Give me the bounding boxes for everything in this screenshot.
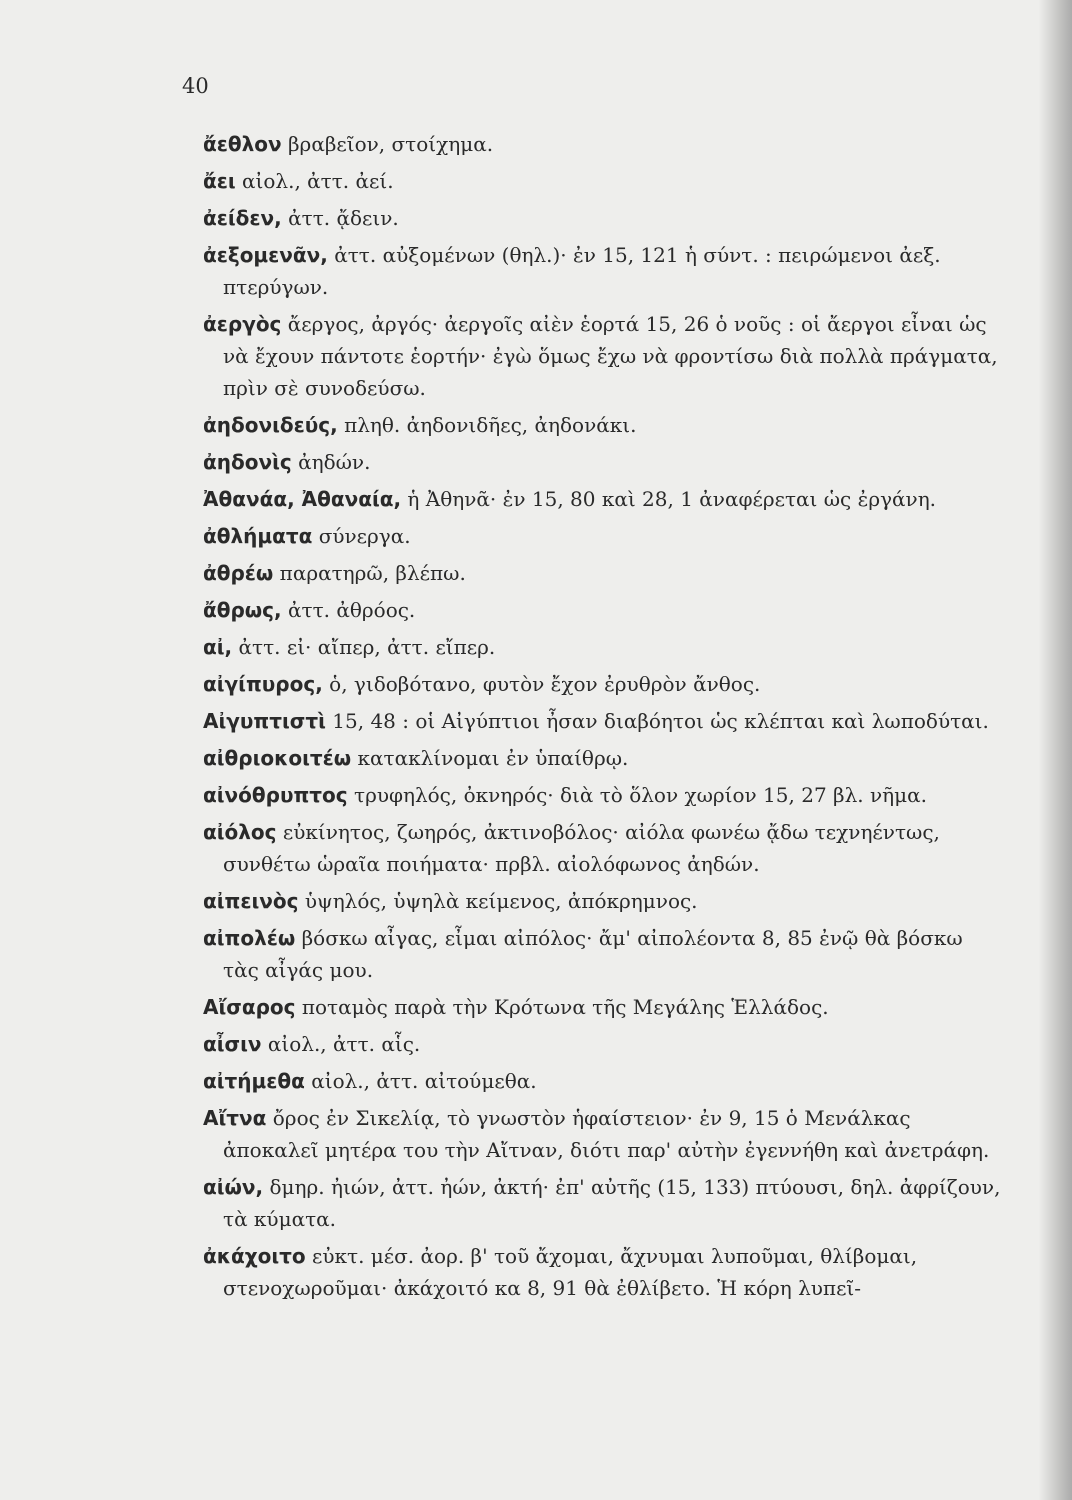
entry-definition: ὑψηλός, ὑψηλὰ κείμενος, ἀπόκρημνος. xyxy=(298,889,698,913)
entry-definition: αἰολ., ἀττ. αἷς. xyxy=(261,1032,421,1056)
dictionary-entry xyxy=(203,1065,1003,1097)
entry-definition: ὁ, γιδοβότανο, φυτὸν ἔχον ἐρυθρὸν ἄνθος. xyxy=(322,672,761,696)
entry-definition: πληθ. ἀηδονιδῆες, ἀηδονάκι. xyxy=(337,413,637,437)
entry-definition: αἰολ., ἀττ. ἀεί. xyxy=(235,169,394,193)
dictionary-entry xyxy=(203,1028,1003,1060)
entry-definition: ἀηδών. xyxy=(291,450,371,474)
dictionary-entry xyxy=(203,705,1003,737)
entry-definition: εὐκτ. μέσ. ἀορ. β' τοῦ ἄχομαι, ἄχνυμαι λυποῦμαι, θλίβομαι, στενοχωροῦμαι· ἀκάχοιτό κα 8, 91 θὰ ἐθλίβετο. Ἡ κόρη λυπεῖ- xyxy=(223,1244,918,1300)
entry-lemma: αἰτήμεθα xyxy=(203,1069,305,1093)
dictionary-entry xyxy=(203,165,1003,197)
entry-definition: ἀττ. ᾄδειν. xyxy=(281,206,399,230)
entry-lemma: ἄεθλον xyxy=(203,132,282,156)
entry-lemma: αἰπεινὸς xyxy=(203,889,299,913)
entry-definition: ἄεργος, ἀργός· ἀεργοῖς αἰὲν ἑορτά 15, 26 ὁ νοῦς : οἱ ἄεργοι εἶναι ὡς νὰ ἔχουν πάντοτε ἑορτήν· ἐγὼ ὅμως ἔχω νὰ φροντίσω διὰ πολλὰ πράγματα, πρὶν σὲ συνοδεύσω. xyxy=(223,312,998,400)
dictionary-entry xyxy=(203,520,1003,552)
dictionary-entry xyxy=(203,885,1003,917)
dictionary-entry xyxy=(203,1171,1003,1235)
entry-lemma: αἰπολέω xyxy=(203,926,296,950)
entry-lemma: ἀηδονὶς xyxy=(203,450,292,474)
entry-lemma: αἰνόθρυπτος xyxy=(203,783,348,807)
dictionary-entries xyxy=(203,128,1003,1309)
page-edge-shadow xyxy=(1038,0,1072,1500)
entry-lemma: ἀεργὸς xyxy=(203,312,282,336)
dictionary-entry xyxy=(203,742,1003,774)
dictionary-entry xyxy=(203,922,1003,986)
entry-definition: ὄρος ἐν Σικελίᾳ, τὸ γνωστὸν ἡφαίστειον· ἐν 9, 15 ὁ Μενάλκας ἀποκαλεῖ μητέρα του τὴν Αἴτναν, διότι παρ' αὐτὴν ἐγεννήθη καὶ ἀνετράφη. xyxy=(223,1106,990,1162)
entry-definition: παρατηρῶ, βλέπω. xyxy=(273,561,466,585)
entry-lemma: ἀθλήματα xyxy=(203,524,313,548)
entry-lemma: αἰών, xyxy=(203,1175,264,1199)
entry-definition: δμηρ. ἠιών, ἀττ. ἠών, ἀκτή· ἐπ' αὐτῆς (15, 133) πτύουσι, δηλ. ἀφρίζουν, τὰ κύματα. xyxy=(223,1175,1001,1231)
entry-lemma: αἶσιν xyxy=(203,1032,262,1056)
dictionary-entry xyxy=(203,128,1003,160)
entry-definition: ἡ Ἀθηνᾶ· ἐν 15, 80 καὶ 28, 1 ἀναφέρεται ὡς ἐργάνη. xyxy=(401,487,937,511)
entry-lemma: ἀκάχοιτο xyxy=(203,1244,306,1268)
entry-lemma: Αἰγυπτιστὶ xyxy=(203,709,326,733)
dictionary-entry xyxy=(203,483,1003,515)
entry-lemma: ἀηδονιδεύς, xyxy=(203,413,338,437)
entry-definition: ἀττ. εἰ· αἴπερ, ἀττ. εἴπερ. xyxy=(232,635,496,659)
dictionary-entry xyxy=(203,446,1003,478)
entry-definition: βραβεῖον, στοίχημα. xyxy=(281,132,494,156)
entry-lemma: Ἀθανάα, Ἀθαναία, xyxy=(203,487,402,511)
dictionary-entry xyxy=(203,202,1003,234)
entry-lemma: αἰθριοκοιτέω xyxy=(203,746,352,770)
dictionary-entry xyxy=(203,779,1003,811)
entry-definition: ἀττ. αὐξομένων (θηλ.)· ἐν 15, 121 ἡ σύντ. : πειρώμενοι ἀεξ. πτερύγων. xyxy=(223,243,941,299)
entry-definition: βόσκω αἶγας, εἶμαι αἰπόλος· ἄμ' αἰπολέοντα 8, 85 ἐνῷ θὰ βόσκω τὰς αἶγάς μου. xyxy=(223,926,963,982)
entry-lemma: Αἴτνα xyxy=(203,1106,267,1130)
entry-lemma: αἰόλος xyxy=(203,820,277,844)
entry-definition: σύνεργα. xyxy=(312,524,411,548)
dictionary-entry xyxy=(203,594,1003,626)
entry-definition: εὐκίνητος, ζωηρός, ἀκτινοβόλος· αἰόλα φωνέω ᾄδω τεχνηέντως, συνθέτω ὡραῖα ποιήματα· πρβλ. αἰολόφωνος ἀηδών. xyxy=(223,820,940,876)
entry-definition: κατακλίνομαι ἐν ὑπαίθρῳ. xyxy=(351,746,629,770)
entry-definition: τρυφηλός, ὀκνηρός· διὰ τὸ ὅλον χωρίον 15, 27 βλ. νῆμα. xyxy=(347,783,927,807)
dictionary-entry xyxy=(203,668,1003,700)
dictionary-entry xyxy=(203,816,1003,880)
entry-definition: 15, 48 : οἱ Αἰγύπτιοι ἦσαν διαβόητοι ὡς κλέπται καὶ λωποδύται. xyxy=(325,709,989,733)
entry-lemma: ἀεξομενᾶν, xyxy=(203,243,328,267)
dictionary-entry xyxy=(203,409,1003,441)
dictionary-entry xyxy=(203,631,1003,663)
entry-lemma: αἰ, xyxy=(203,635,233,659)
dictionary-entry xyxy=(203,1102,1003,1166)
entry-lemma: ἄθρως, xyxy=(203,598,282,622)
dictionary-entry xyxy=(203,308,1003,404)
dictionary-entry xyxy=(203,991,1003,1023)
entry-lemma: ἄει xyxy=(203,169,236,193)
entry-lemma: ἀείδεν, xyxy=(203,206,282,230)
entry-definition: ποταμὸς παρὰ τὴν Κρότωνα τῆς Μεγάλης Ἑλλάδος. xyxy=(295,995,829,1019)
dictionary-entry xyxy=(203,1240,1003,1304)
dictionary-entry xyxy=(203,557,1003,589)
entry-lemma: Αἴσαρος xyxy=(203,995,296,1019)
entry-definition: ἀττ. ἀθρόος. xyxy=(281,598,416,622)
entry-definition: αἰολ., ἀττ. αἰτούμεθα. xyxy=(304,1069,537,1093)
entry-lemma: ἀθρέω xyxy=(203,561,274,585)
entry-lemma: αἰγίπυρος, xyxy=(203,672,323,696)
dictionary-entry xyxy=(203,239,1003,303)
page-number: 40 xyxy=(182,74,209,98)
